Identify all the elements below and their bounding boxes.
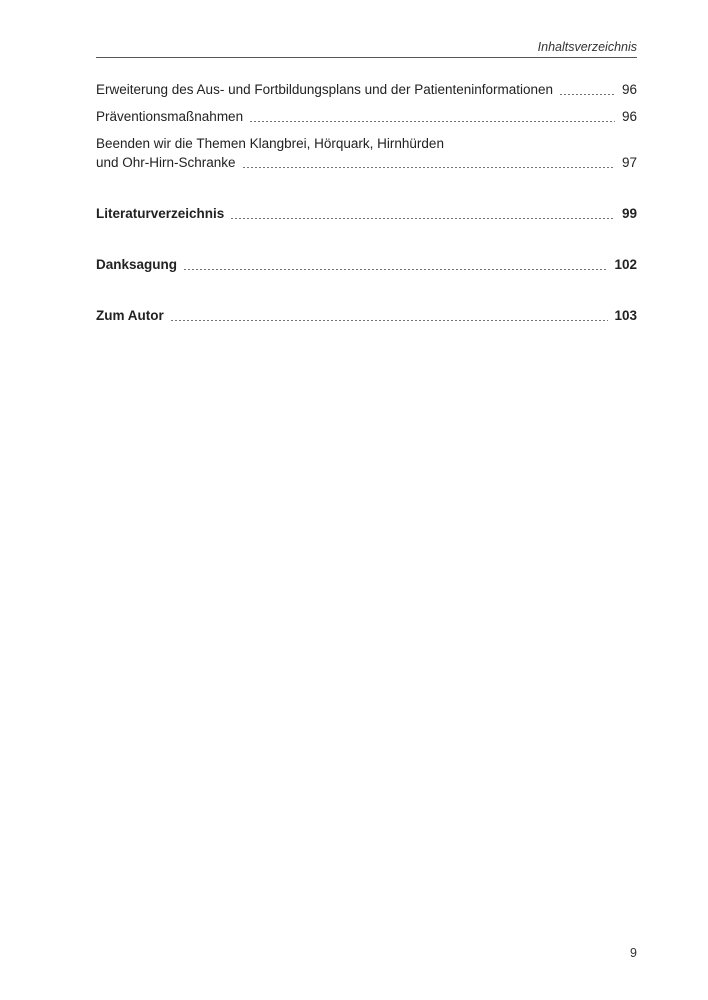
toc-entry-page: 96 bbox=[621, 109, 637, 124]
dot-leader bbox=[170, 320, 609, 321]
page-number: 9 bbox=[630, 946, 637, 960]
toc-entry-title: Zum Autor bbox=[96, 308, 164, 323]
toc-entry-title: Erweiterung des Aus- und Fortbildungsplans und der Patienteninformationen bbox=[96, 82, 554, 97]
toc-entry[interactable] bbox=[96, 255, 637, 274]
table-of-contents bbox=[96, 80, 637, 325]
toc-entry-page: 102 bbox=[614, 257, 637, 272]
toc-entry[interactable] bbox=[96, 107, 637, 126]
toc-entry-title: Danksagung bbox=[96, 257, 178, 272]
toc-entry-page: 96 bbox=[621, 82, 637, 97]
toc-entry[interactable] bbox=[96, 204, 637, 223]
toc-entry[interactable] bbox=[96, 80, 637, 99]
dot-leader bbox=[183, 269, 608, 270]
toc-entry-title: Literaturverzeichnis bbox=[96, 206, 225, 221]
running-head: Inhaltsverzeichnis bbox=[537, 40, 637, 54]
toc-entry-page: 103 bbox=[614, 308, 637, 323]
toc-entry[interactable] bbox=[96, 134, 637, 172]
dot-leader bbox=[230, 218, 615, 219]
toc-entry-page: 99 bbox=[621, 206, 637, 221]
dot-leader bbox=[242, 167, 615, 168]
dot-leader bbox=[559, 94, 615, 95]
toc-entry-page: 97 bbox=[621, 155, 637, 170]
toc-entry-title: Präventionsmaßnahmen bbox=[96, 109, 244, 124]
toc-entry-title-line1: Beenden wir die Themen Klangbrei, Hörquark, Hirnhürden bbox=[96, 136, 444, 151]
header-rule bbox=[96, 57, 637, 58]
toc-entry-title: und Ohr-Hirn-Schranke bbox=[96, 155, 236, 170]
dot-leader bbox=[249, 121, 615, 122]
toc-entry[interactable] bbox=[96, 306, 637, 325]
